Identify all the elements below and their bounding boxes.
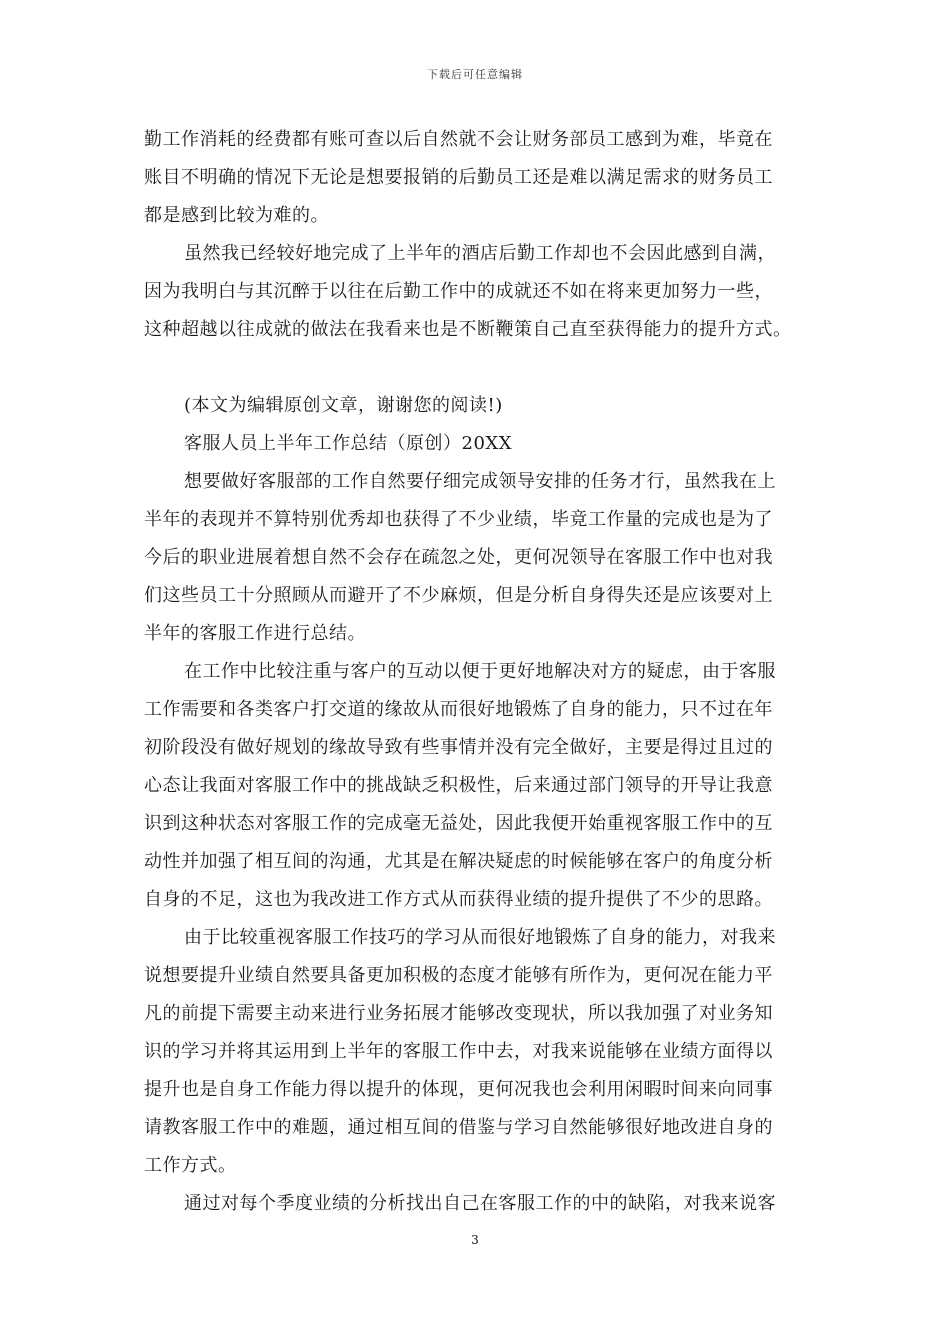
page-header: 下载后可任意编辑 (427, 68, 523, 81)
text-line: 工作需要和各类客户打交道的缘故从而很好地锻炼了自身的能力，只不过在年 (144, 699, 773, 720)
paragraph-first-line: 想要做好客服部的工作自然要仔细完成领导安排的任务才行，虽然我在上 (184, 471, 776, 492)
document-body (144, 121, 812, 1223)
text-line: 半年的表现并不算特别优秀却也获得了不少业绩，毕竟工作量的完成也是为了 (144, 509, 773, 530)
text-line: 今后的职业进展着想自然不会存在疏忽之处，更何况领导在客服工作中也对我 (144, 547, 773, 568)
paragraph-first-line: 虽然我已经较好地完成了上半年的酒店后勤工作却也不会因此感到自满， (184, 243, 776, 264)
text-line: 账目不明确的情况下无论是想要报销的后勤员工还是难以满足需求的财务员工 (144, 167, 773, 188)
text-line: 识到这种状态对客服工作的完成毫无益处，因此我便开始重视客服工作中的互 (144, 813, 773, 834)
text-line: 自身的不足，这也为我改进工作方式从而获得业绩的提升提供了不少的思路。 (144, 889, 773, 910)
text-line: 动性并加强了相互间的沟通，尤其是在解决疑虑的时候能够在客户的角度分析 (144, 851, 773, 872)
article-title: 客服人员上半年工作总结（原创）20XX (184, 433, 513, 454)
blank-line (144, 349, 812, 387)
paragraph-first-line: 在工作中比较注重与客户的互动以便于更好地解决对方的疑虑，由于客服 (184, 661, 776, 682)
text-line: 识的学习并将其运用到上半年的客服工作中去，对我来说能够在业绩方面得以 (144, 1041, 773, 1062)
page-number: 3 (471, 1233, 479, 1247)
text-line: 勤工作消耗的经费都有账可查以后自然就不会让财务部员工感到为难，毕竟在 (144, 129, 773, 150)
text-line: 说想要提升业绩自然要具备更加积极的态度才能够有所作为，更何况在能力平 (144, 965, 773, 986)
text-line: 半年的客服工作进行总结。 (144, 623, 366, 644)
text-line: 提升也是自身工作能力得以提升的体现，更何况我也会利用闲暇时间来向同事 (144, 1079, 773, 1100)
text-line: 初阶段没有做好规划的缘故导致有些事情并没有完全做好，主要是得过且过的 (144, 737, 773, 758)
text-line: 请教客服工作中的难题，通过相互间的借鉴与学习自然能够很好地改进自身的 (144, 1117, 773, 1138)
text-line: 因为我明白与其沉醉于以往在后勤工作中的成就还不如在将来更加努力一些， (144, 281, 773, 302)
paragraph-first-line: 通过对每个季度业绩的分析找出自己在客服工作的中的缺陷，对我来说客 (184, 1193, 776, 1214)
text-line: 们这些员工十分照顾从而避开了不少麻烦，但是分析自身得失还是应该要对上 (144, 585, 773, 606)
text-line: 这种超越以往成就的做法在我看来也是不断鞭策自己直至获得能力的提升方式。 (144, 319, 792, 340)
text-line: 工作方式。 (144, 1155, 237, 1176)
text-line: 都是感到比较为难的。 (144, 205, 329, 226)
text-line: 心态让我面对客服工作中的挑战缺乏积极性，后来通过部门领导的开导让我意 (144, 775, 773, 796)
text-line: 凡的前提下需要主动来进行业务拓展才能够改变现状，所以我加强了对业务知 (144, 1003, 773, 1024)
editor-note: (本文为编辑原创文章，谢谢您的阅读!) (184, 395, 503, 416)
paragraph-first-line: 由于比较重视客服工作技巧的学习从而很好地锻炼了自身的能力，对我来 (184, 927, 776, 948)
